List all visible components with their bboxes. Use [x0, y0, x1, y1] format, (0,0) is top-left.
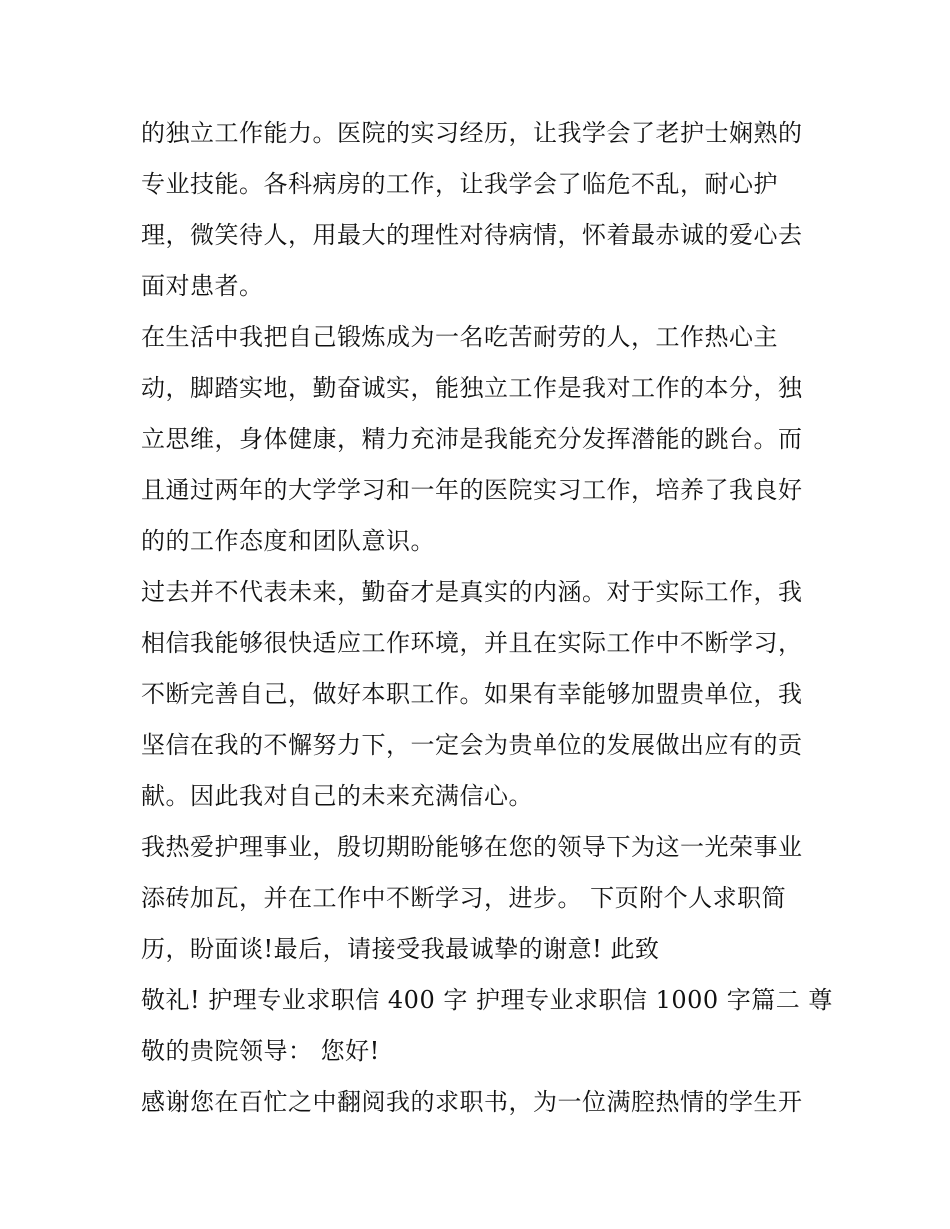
- text-line: 感谢您在百忙之中翻阅我的求职书，为一位满腔热情的学生开: [141, 1088, 803, 1116]
- text-line: 的的工作态度和团队意识。: [141, 527, 435, 555]
- text-line: 专业技能。各科病房的工作，让我学会了临危不乱，耐心护: [141, 170, 778, 198]
- text-line: 我热爱护理事业，殷切期盼能够在您的领导下为这一光荣事业: [141, 833, 803, 861]
- text-line: 且通过两年的大学学习和一年的医院实习工作，培养了我良好: [141, 476, 803, 504]
- text-line: 相信我能够很快适应工作环境，并且在实际工作中不断学习，: [141, 629, 803, 657]
- text-line: 不断完善自己，做好本职工作。如果有幸能够加盟贵单位，我: [141, 680, 803, 708]
- text-line: 立思维，身体健康，精力充沛是我能充分发挥潜能的跳台。而: [141, 425, 803, 453]
- text-line: 敬礼! 护理专业求职信 400 字 护理专业求职信 1000 字篇二 尊: [141, 986, 833, 1014]
- text-line: 动，脚踏实地，勤奋诚实，能独立工作是我对工作的本分，独: [141, 374, 803, 402]
- text-line: 添砖加瓦，并在工作中不断学习，进步。 下页附个人求职简: [141, 884, 787, 912]
- body-text: [141, 108, 833, 1128]
- text-line: 在生活中我把自己锻炼成为一名吃苦耐劳的人，工作热心主: [141, 323, 778, 351]
- text-line: 献。因此我对自己的未来充满信心。: [141, 782, 533, 810]
- text-line: 的独立工作能力。医院的实习经历，让我学会了老护士娴熟的: [141, 119, 803, 147]
- text-line: 过去并不代表未来，勤奋才是真实的内涵。对于实际工作，我: [141, 578, 803, 606]
- text-line: 历，盼面谈!最后，请接受我最诚挚的谢意! 此致: [141, 935, 660, 963]
- text-line: 理，微笑待人，用最大的理性对待病情，怀着最赤诚的爱心去: [141, 221, 803, 249]
- text-line: 坚信在我的不懈努力下，一定会为贵单位的发展做出应有的贡: [141, 731, 803, 759]
- text-line: 面对患者。: [141, 272, 264, 300]
- text-line: 敬的贵院领导： 您好!: [141, 1037, 380, 1065]
